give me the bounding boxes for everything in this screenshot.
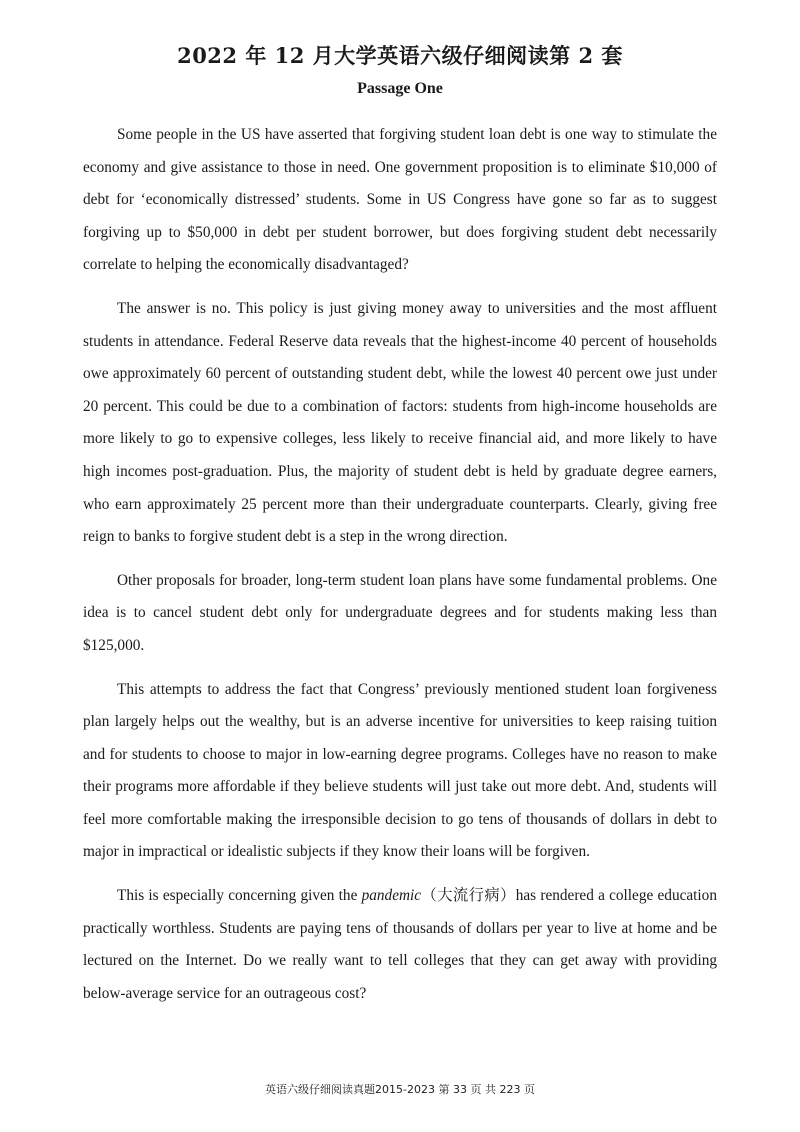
passage-body bbox=[83, 119, 717, 1021]
paragraph-4: This attempts to address the fact that Congress’ previously mentioned student loan forgiveness plan largely helps out the wealthy, but is an adverse incentive for universities to keep raising tuition and for students to choose to major in low-earning degree programs. Colleges have no reason to make their programs more affordable if they believe students will just take out more debt. And, students will feel more comfortable making the irresponsible decision to go tens of thousands of dollars in debt to major in impractical or idealistic subjects if they know their loans will be forgiven. bbox=[83, 680, 717, 861]
paragraph-5 bbox=[83, 880, 717, 1010]
paragraph-5-rest: has rendered a college education practically worthless. Students are paying tens of thousands of dollars per year to live at home and be lectured on the Internet. Do we really want to tell colleges that they can get away with providing below-average service for an outrageous cost? bbox=[83, 887, 717, 1002]
vocab-gloss: （大流行病） bbox=[421, 887, 516, 905]
page-footer: 英语六级仔细阅读真题2015-2023 第 33 页 共 223 页 bbox=[265, 1083, 535, 1096]
document-title: 2022 年 12 月大学英语六级仔细阅读第 2 套 bbox=[177, 43, 623, 68]
paragraph-3: Other proposals for broader, long-term student loan plans have some fundamental problems. One idea is to cancel student debt only for undergraduate degrees and for students making less than $125,000. bbox=[83, 571, 717, 654]
passage-heading: Passage One bbox=[357, 80, 443, 97]
paragraph-2: The answer is no. This policy is just giving money away to universities and the most affluent students in attendance. Federal Reserve data reveals that the highest-income 40 percent of households owe approximately 60 percent of outstanding student debt, while the lowest 40 percent owe just under 20 percent. This could be due to a combination of factors: students from high-income households are more likely to go to expensive colleges, less likely to receive financial aid, and more likely to have high incomes post-graduation. Plus, the majority of student debt is held by graduate degree earners, who earn approximately 25 percent more than their undergraduate counterparts. Clearly, giving free reign to banks to forgive student debt is a step in the wrong direction. bbox=[83, 299, 717, 546]
paragraph-5-lead: This is especially concerning given the bbox=[117, 887, 362, 905]
paragraph-1: Some people in the US have asserted that forgiving student loan debt is one way to stimulate the economy and give assistance to those in need. One government proposition is to eliminate $10,000 of debt for ‘economically distressed’ students. Some in US Congress have gone so far as to suggest forgiving up to $50,000 in debt per student borrower, but does forgiving student debt necessarily correlate to helping the economically disadvantaged? bbox=[83, 126, 717, 274]
vocab-term: pandemic bbox=[361, 887, 422, 905]
